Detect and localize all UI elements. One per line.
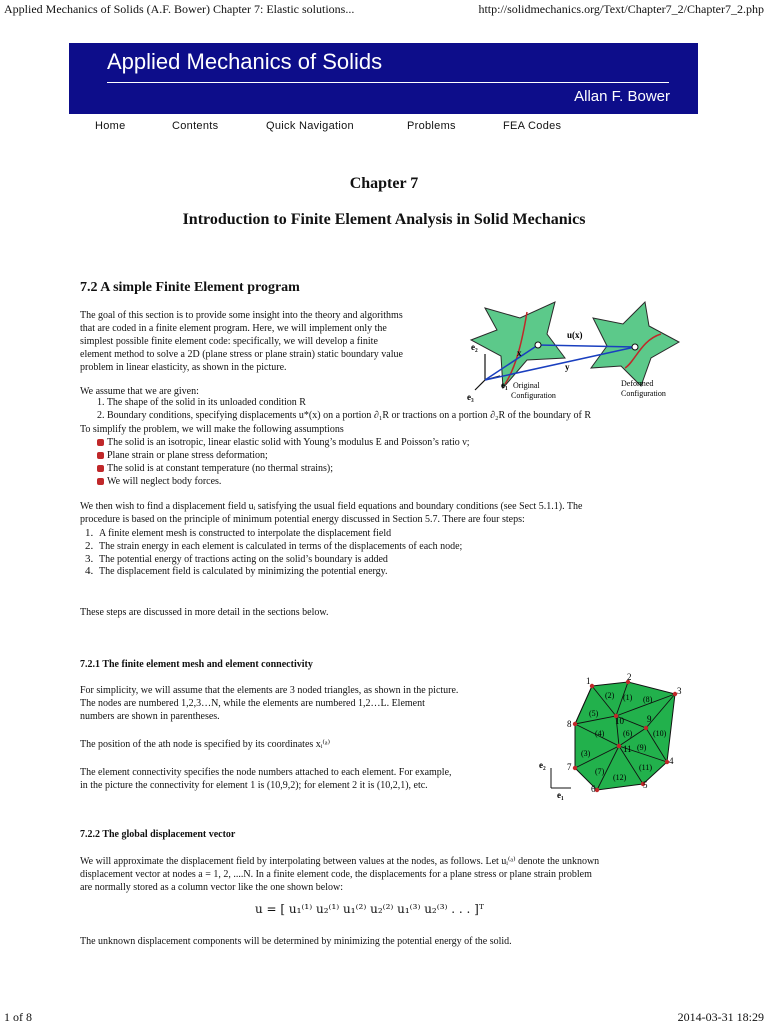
text-line: problem in linear elasticity, as shown in the picture.	[80, 362, 287, 373]
text-line: We will approximate the displacement field by interpolating between values at the nodes, as follows. Let uᵢ⁽ᵃ⁾ denote the unknown	[80, 856, 600, 867]
label-e1: e₁	[557, 790, 564, 800]
subsection-heading: 7.2.1 The finite element mesh and element connectivity	[80, 659, 313, 670]
node-label: 6	[591, 784, 596, 794]
then-paragraph	[80, 500, 700, 526]
axis-e3	[475, 380, 485, 390]
bullet-icon	[97, 439, 104, 446]
text-line: The element connectivity specifies the node numbers attached to each element. For example,	[80, 767, 452, 778]
nav-home-link[interactable]: Home	[95, 120, 126, 132]
node-label: 4	[669, 756, 674, 766]
element-label: (2)	[605, 691, 615, 700]
node-label: 1	[586, 676, 591, 686]
discussed-text: These steps are discussed in more detail in the sections below.	[80, 607, 329, 618]
element-label: (7)	[595, 767, 605, 776]
assumptions-list	[97, 436, 470, 488]
step-item: 3. The potential energy of tractions acting on the solid’s boundary is added	[85, 552, 388, 565]
print-header-title: Applied Mechanics of Solids (A.F. Bower) Chapter 7: Elastic solutions...	[4, 2, 355, 16]
chapter-title: Introduction to Finite Element Analysis in Solid Mechanics	[182, 211, 586, 228]
step-item: 1. A finite element mesh is constructed to interpolate the displacement field	[85, 527, 392, 539]
bullet-icon	[97, 452, 104, 459]
node-label: 5	[643, 780, 648, 790]
element-label: (4)	[595, 729, 605, 738]
element-label: (11)	[639, 763, 653, 772]
nav-quick-navigation-link[interactable]: Quick Navigation	[266, 120, 354, 132]
site-banner	[69, 43, 698, 114]
assumption-item: We will neglect body forces.	[97, 475, 470, 488]
label-ux: u(x)	[567, 330, 583, 340]
print-timestamp: 2014-03-31 18:29	[677, 1010, 764, 1024]
section-heading: 7.2 A simple Finite Element program	[80, 280, 300, 295]
text-line: We then wish to find a displacement field uᵢ satisfying the usual field equations and boundary conditions (see Sect 5.1.1). The	[80, 501, 583, 512]
chapter-number: Chapter 7	[349, 175, 419, 192]
label-e2: e₂	[471, 342, 478, 352]
step-item: 2. The strain energy in each element is calculated in terms of the displacements of each node;	[85, 539, 463, 552]
element-label: (1)	[623, 693, 633, 702]
unknown-text: The unknown displacement components will be determined by minimizing the potential energy of the solid.	[80, 936, 512, 947]
node-label: 8	[567, 719, 572, 729]
point-deformed	[632, 344, 638, 350]
label-e2: e₂	[539, 760, 546, 770]
connectivity-paragraph	[80, 766, 520, 792]
nav-contents-link[interactable]: Contents	[172, 120, 219, 132]
banner-divider	[107, 82, 669, 83]
text-line: procedure is based on the principle of minimum potential energy discussed in Section 5.7. There are four steps:	[80, 514, 525, 525]
given-item: 2. Boundary conditions, specifying displacements u*(x) on a portion ∂₁R or tractions on a portion ∂₂R of the boundary of R	[97, 410, 591, 421]
node-label: 10	[615, 716, 624, 726]
given-item: 1. The shape of the solid in its unloaded condition R	[97, 397, 306, 408]
text-line: The nodes are numbered 1,2,3…N, while the elements are numbered 1,2…L. Element	[80, 698, 425, 709]
subsection-heading: 7.2.2 The global displacement vector	[80, 829, 236, 840]
assumption-item: The solid is an isotropic, linear elastic solid with Young’s modulus E and Poisson’s ratio ν;	[97, 436, 470, 449]
simplify-text: To simplify the problem, we will make the following assumptions	[80, 424, 344, 435]
steps-list	[85, 527, 462, 578]
site-title: Applied Mechanics of Solids	[107, 49, 383, 74]
label-deformed-config: Configuration	[621, 389, 666, 398]
text-line: in the picture the connectivity for element 1 is (10,9,2); for element 2 it is (10,2,1), etc.	[80, 780, 428, 791]
site-author: Allan F. Bower	[574, 88, 670, 105]
step-item: 4. The displacement field is calculated by minimizing the potential energy.	[85, 565, 388, 578]
label-original-config: Configuration	[511, 391, 556, 400]
label-e3: e₃	[467, 392, 474, 402]
deformation-figure	[465, 296, 695, 404]
point-original	[535, 342, 541, 348]
nav-problems-link[interactable]: Problems	[407, 120, 456, 132]
element-label: (8)	[643, 695, 653, 704]
text-line: The goal of this section is to provide some insight into the theory and algorithms	[80, 310, 403, 321]
element-label: (9)	[637, 743, 647, 752]
bullet-icon	[97, 478, 104, 485]
node-label: 3	[677, 686, 682, 696]
mesh-figure	[535, 672, 695, 800]
element-label: (5)	[589, 709, 599, 718]
text-line: that are coded in a finite element program. Here, we will implement only the	[80, 323, 387, 334]
assumption-item: Plane strain or plane stress deformation;	[97, 449, 470, 462]
assumption-item: The solid is at constant temperature (no thermal strains);	[97, 462, 470, 475]
node-label: 7	[567, 762, 572, 772]
label-y: y	[565, 362, 570, 372]
given-list	[97, 396, 768, 422]
print-header-url: http://solidmechanics.org/Text/Chapter7_2/Chapter7_2.php	[478, 2, 764, 16]
element-label: (3)	[581, 749, 591, 758]
displacement-vector-equation: u = [ u₁⁽¹⁾ u₂⁽¹⁾ u₁⁽²⁾ u₂⁽²⁾ u₁⁽³⁾ u₂⁽³⁾ . . . ]ᵀ	[255, 902, 484, 916]
label-original: Original	[513, 381, 540, 390]
displacement-paragraph	[80, 855, 700, 894]
element-label: (6)	[623, 729, 633, 738]
node-label: 9	[647, 714, 652, 724]
element-label: (12)	[613, 773, 627, 782]
label-x: x	[517, 348, 522, 358]
node-label: 2	[627, 672, 632, 682]
node-label: 11	[623, 744, 632, 754]
text-line: are normally stored as a column vector like the one shown below:	[80, 882, 343, 893]
position-text: The position of the ath node is specified by its coordinates xᵢ⁽ᵃ⁾	[80, 739, 331, 750]
intro-paragraph	[80, 309, 460, 374]
text-line: element method to solve a 2D (plane stress or plane strain) static boundary value	[80, 349, 403, 360]
element-label: (10)	[653, 729, 667, 738]
text-line: numbers are shown in parentheses.	[80, 711, 220, 722]
nav-fea-codes-link[interactable]: FEA Codes	[503, 120, 562, 132]
text-line: displacement vector at nodes a = 1, 2, ....N. In a finite element code, the displacements for a plane stress or plane strain problem	[80, 869, 592, 880]
label-e1: e₁	[501, 380, 508, 390]
mesh-paragraph	[80, 684, 520, 723]
bullet-icon	[97, 465, 104, 472]
page-number: 1 of 8	[4, 1010, 32, 1024]
text-line: simplest possible finite element code: specifically, we will develop a finite	[80, 336, 378, 347]
text-line: For simplicity, we will assume that the elements are 3 noded triangles, as shown in the picture.	[80, 685, 459, 696]
assume-text: We assume that we are given:	[80, 386, 199, 397]
label-deformed: Deformed	[621, 379, 654, 388]
